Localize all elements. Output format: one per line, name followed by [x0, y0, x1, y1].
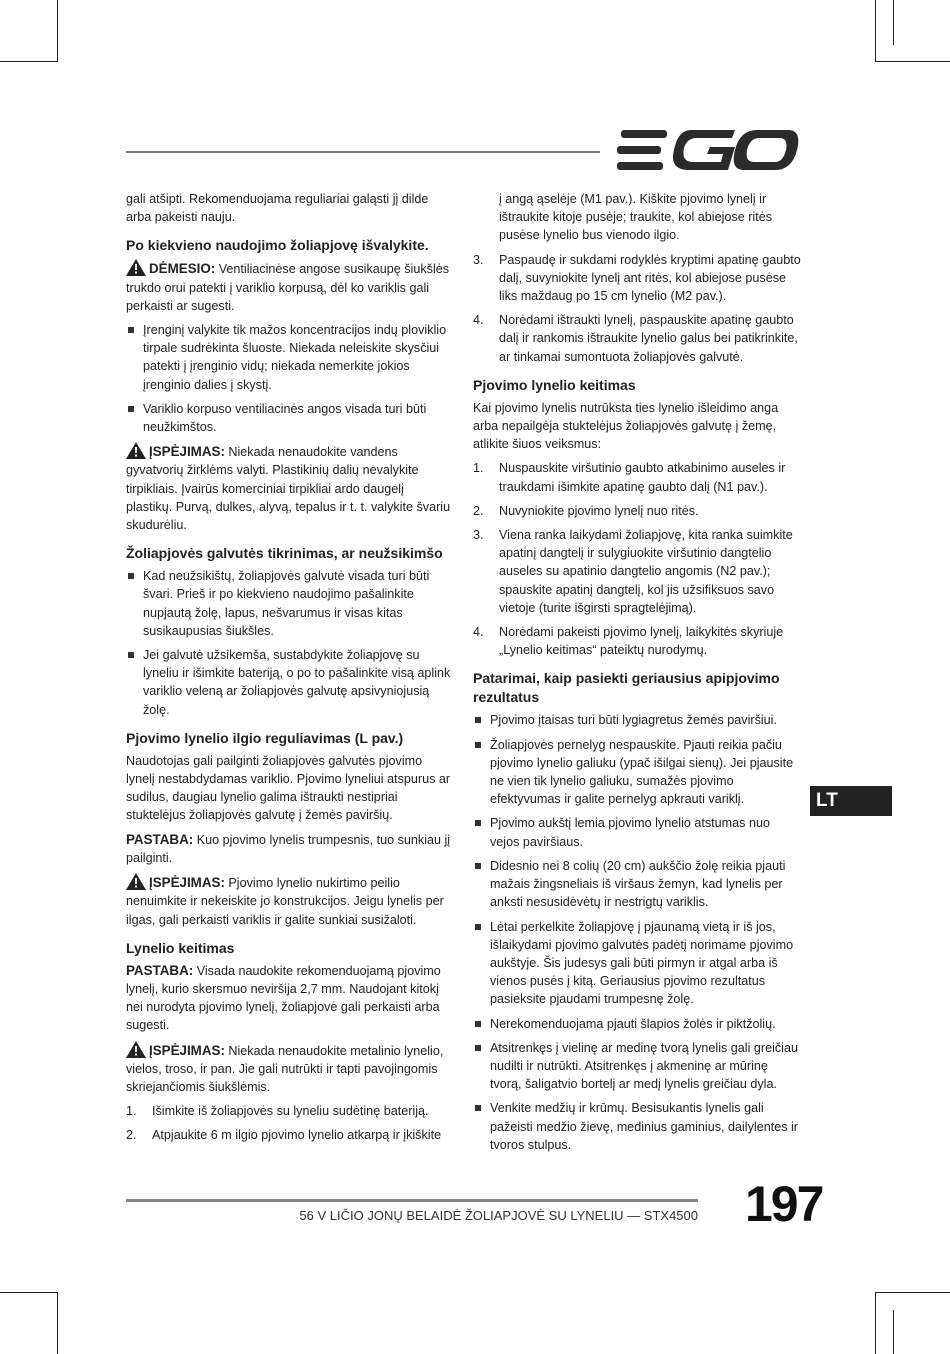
step-text: Paspaudę ir sukdami rodyklės kryptimi apatinę gaubto dalį, suvyniokite lynelį ant ritės, kol abiejose pusėse liks maždaug po 15 cm lynelio (M2 pav.).	[499, 252, 801, 304]
crop-mark	[875, 1292, 876, 1354]
tip-item: Žoliapjovės pernelyg nespauskite. Pjauti reikia pačiu pjovimo lynelio galiuku (ypač išilgai sienų). Jei pjausite ne vien tik lynelio galiuku, sumažės pjovimo efektyvumas ir galite pernelyg apkrauti variklį.	[473, 736, 801, 809]
crop-mark	[875, 0, 876, 62]
body-paragraph: Kai pjovimo lynelis nutrūksta ties lynelio išleidimo anga arba nepailgėja stuktelėjus žoliapjovės galvutę į žemę, atlikite šiuos veiksmus:	[473, 400, 779, 452]
warning-label: ĮSPĖJIMAS:	[149, 444, 225, 460]
crop-mark	[0, 1292, 58, 1293]
header-rule	[126, 151, 600, 153]
numbered-step	[126, 1102, 451, 1120]
numbered-step	[473, 459, 801, 495]
section-heading: Patarimai, kaip pasiekti geriausius apipjovimo rezultatus	[473, 670, 780, 706]
crop-mark	[893, 1310, 894, 1354]
warning-triangle-icon	[126, 873, 146, 890]
step-number: 2.	[126, 1128, 137, 1143]
note-label: PASTABA:	[126, 831, 194, 847]
tip-item: Pjovimo aukštį lemia pjovimo lynelio atstumas nuo vejos paviršiaus.	[473, 814, 801, 850]
section-heading: Pjovimo lynelio ilgio reguliavimas (L pav.)	[126, 729, 404, 746]
step-number: 3.	[473, 252, 484, 267]
tip-item: Lėtai perkelkite žoliapjovę į pjaunamą vietą ir iš jos, išlaikydami pjovimo galvutės padėtį norimame pjovimo aukštyje. Šis judesys gali būti pirmyn ir atgal arba iš vienos pusės į kitą. Geriausius pjovimo rezultatus pasieksite pjaudami trumpesnę žolę.	[473, 918, 801, 1009]
bullet-item: Variklio korpuso ventiliacinės angos visada turi būti neužkimštos.	[126, 400, 451, 436]
numbered-step	[126, 1126, 451, 1144]
bullet-item: Įrenginį valykite tik mažos koncentracijos indų ploviklio tirpale sudrėkinta šluoste. Niekada neleiskite skysčiui patekti į įrenginio vidų; niekada nemerkite jokios įrenginio dalies į skystį.	[126, 321, 451, 394]
body-paragraph: Naudotojas gali pailginti žoliapjovės galvutės pjovimo lynelį nestabdydamas variklio. Pjovimo lyneliui atspurus ar sudilus, daugiau lynelio galima ištraukti nestipriai stuktelėjus žoliapjovės galvutę į žemės paviršių.	[126, 753, 451, 823]
note-paragraph	[126, 962, 451, 1035]
section-heading: Žoliapjovės galvutės tikrinimas, ar neužsikimšo	[126, 545, 443, 562]
step-text: Išimkite iš žoliapjovės su lyneliu sudėtinę bateriją.	[152, 1104, 429, 1119]
page-number: 197	[745, 1176, 823, 1232]
numbered-step	[473, 251, 801, 306]
crop-mark	[875, 1292, 950, 1293]
warning-text: Niekada nenaudokite vandens gyvatvorių žirklėms valyti. Plastikinių dalių nevalykite tirpikliais. Įvairūs komerciniai tirpikliai ardo daugelį plastikų. Purvą, dulkes, alyvą, tepalus ir t. t. valykite švariu skudurėliu.	[126, 445, 451, 533]
step-number: 2.	[473, 503, 484, 518]
tip-item: Nerekomenduojama pjauti šlapios žolės ir piktžolių.	[473, 1015, 801, 1033]
numbered-step	[473, 623, 801, 659]
numbered-step	[473, 502, 801, 520]
step-continuation: į angą ąselėje (M1 pav.). Kiškite pjovimo lynelį ir ištraukite kitoje pusėje; traukite, kol abiejose ritės pusėse lynelio bus vienodo ilgio.	[499, 192, 772, 243]
warning-triangle-icon	[126, 442, 146, 459]
attention-label: DĖMESIO:	[149, 261, 216, 277]
warning-label: ĮSPĖJIMAS:	[149, 875, 225, 891]
warning-paragraph	[126, 442, 451, 534]
section-heading: Pjovimo lynelio keitimas	[473, 376, 636, 393]
step-text: Nuvyniokite pjovimo lynelį nuo ritės.	[499, 503, 699, 518]
numbered-step	[473, 311, 801, 366]
warning-text: Pjovimo lynelio nukirtimo peilio nenuimkite ir nekeiskite jo konstrukcijos. Jeigu lynelis per ilgas, gali perkaisti variklis ir galite sunkiai susižaloti.	[126, 876, 444, 927]
tip-item: Atsitrenkęs į vielinę ar medinę tvorą lynelis gali greičiau nudilti ir nutrūkti. Atsitrenkęs į akmeninę ar mūrinę tvorą, šaligatvio bortelį ar medį lynelis greičiau dyla.	[473, 1039, 801, 1094]
bullet-item: Jei galvutė užsikemša, sustabdykite žoliapjovę su lyneliu ir išimkite bateriją, o po to pašalinkite visą aplink variklio veleną ar žoliapjovės galvutę apsivyniojusią žolę.	[126, 646, 451, 719]
right-column	[473, 190, 801, 1160]
left-column	[126, 190, 451, 1151]
crop-mark	[893, 0, 894, 45]
tip-item: Venkite medžių ir krūmų. Besisukantis lynelis gali pažeisti medžio žievę, medinius gaminius, dailylentes ir tvoros stulpus.	[473, 1099, 801, 1154]
note-label: PASTABA:	[126, 962, 194, 978]
tip-item: Didesnio nei 8 colių (20 cm) aukščio žolę reikia pjauti mažais žingsneliais iš viršaus žemyn, kad lynelis per anksti nesusidėvėtų ir nestrigtų variklis.	[473, 857, 801, 912]
intro-paragraph: gali atšipti. Rekomenduojama reguliariai galąsti jį dilde arba pakeisti nauju.	[126, 192, 429, 225]
step-text: Norėdami ištraukti lynelį, paspauskite apatinę gaubto dalį ir rankomis ištraukite lynelio galus bei patikrinkite, ar tinkamai sumontuota žoliapjovės galvutė.	[499, 313, 798, 364]
footer-title: 56 V LIČIO JONŲ BELAIDĖ ŽOLIAPJOVĖ SU LYNELIU — STX4500	[299, 1208, 698, 1223]
section-heading: Lynelio keitimas	[126, 939, 235, 956]
note-text: Kuo pjovimo lynelis trumpesnis, tuo sunkiau jį pailginti.	[126, 832, 451, 865]
language-tab: LT	[810, 786, 892, 816]
warning-paragraph	[126, 873, 451, 929]
step-text: Atpjaukite 6 m ilgio pjovimo lynelio atkarpą ir įkiškite	[152, 1128, 442, 1143]
step-number: 4.	[473, 313, 484, 328]
crop-mark	[0, 61, 58, 62]
note-paragraph	[126, 831, 451, 867]
warning-triangle-icon	[126, 1041, 146, 1058]
warning-triangle-icon	[126, 259, 146, 276]
warning-paragraph	[126, 1041, 451, 1097]
tip-item: Pjovimo įtaisas turi būti lygiagretus žemės paviršiui.	[473, 711, 801, 729]
ego-logo	[617, 130, 800, 170]
attention-paragraph	[126, 259, 451, 315]
crop-mark	[57, 0, 58, 62]
section-heading: Po kiekvieno naudojimo žoliapjovę išvalykite.	[126, 237, 429, 254]
step-number: 3.	[473, 528, 484, 543]
attention-text: Ventiliacinėse angose susikaupę šiukšlės trukdo orui patekti į variklio korpusą, dėl ko variklis gali perkaisti ar sugesti.	[126, 262, 450, 313]
step-number: 4.	[473, 625, 484, 640]
bullet-item: Kad neužsikištų, žoliapjovės galvutė visada turi būti švari. Prieš ir po kiekvieno naudojimo pašalinkite nupjautą žolę, lapus, nešvarumus ir visas kitas susikaupusias šiukšles.	[126, 567, 451, 640]
crop-mark	[57, 1292, 58, 1354]
crop-mark	[875, 61, 950, 62]
warning-label: ĮSPĖJIMAS:	[149, 1042, 225, 1058]
numbered-step	[473, 526, 801, 617]
step-text: Norėdami pakeisti pjovimo lynelį, laikykitės skyriuje „Lynelio keitimas“ pateiktų nurodymų.	[499, 625, 784, 658]
warning-text: Niekada nenaudokite metalinio lynelio, vielos, troso, ir pan. Jie gali nutrūkti ir tapti pavojingomis skriejančiomis šiukšlėmis.	[126, 1043, 444, 1094]
step-number: 1.	[126, 1104, 137, 1119]
step-text: Nuspauskite viršutinio gaubto atkabinimo auseles ir traukdami išimkite apatinę gaubto dalį (N1 pav.).	[499, 461, 786, 494]
note-text: Visada naudokite rekomenduojamą pjovimo lynelį, kurio skersmuo neviršija 2,7 mm. Naudojant kitokį nei nurodyta pjovimo lynelį, žoliapjovė gali perkaisti arba sugesti.	[126, 963, 441, 1033]
footer-rule	[126, 1199, 698, 1202]
step-text: Viena ranka laikydami žoliapjovę, kita ranka suimkite apatinį dangtelį ir sulygiuokite viršutinio dangtelio auseles su apatinio dangtelio angomis (N2 pav.); spauskite apatinį dangtelį, kol jis užsifiksuos savo vietoje (turite išgirsti spragtelėjimą).	[499, 528, 793, 615]
step-number: 1.	[473, 461, 484, 476]
